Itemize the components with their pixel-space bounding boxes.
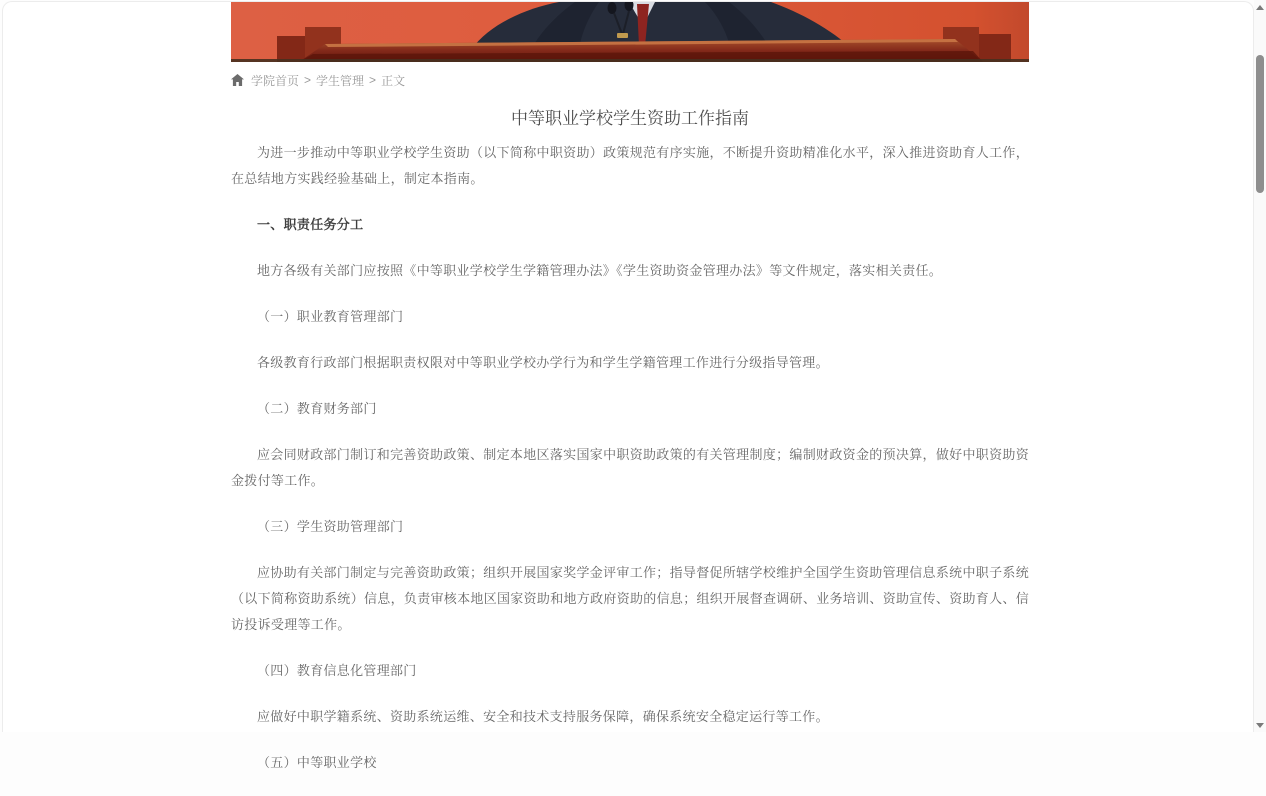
breadcrumb xyxy=(231,71,1029,89)
paragraph: 地方各级有关部门应按照《中等职业学校学生学籍管理办法》《学生资助资金管理办法》等文件规定，落实相关责任。 xyxy=(257,263,943,278)
page-frame xyxy=(2,1,1254,770)
paragraph: 应会同财政部门制订和完善资助政策、制定本地区落实国家中职资助政策的有关管理制度；编制财政资金的预决算，做好中职资助资金拨付等工作。 xyxy=(231,447,1029,488)
banner-photo xyxy=(231,2,1029,62)
speaker-at-podium-photo-icon xyxy=(231,2,1029,62)
breadcrumb-separator: > xyxy=(369,73,377,87)
sub-heading: （五）中等职业学校 xyxy=(257,755,377,770)
vertical-scrollbar[interactable] xyxy=(1254,0,1266,732)
sub-heading: （四）教育信息化管理部门 xyxy=(257,663,417,678)
breadcrumb-separator: > xyxy=(304,73,312,87)
paragraph: 各级教育行政部门根据职责权限对中等职业学校办学行为和学生学籍管理工作进行分级指导管理。 xyxy=(257,355,829,370)
article-body xyxy=(231,140,1029,776)
home-icon xyxy=(231,74,244,86)
paragraph: 为进一步推动中等职业学校学生资助（以下简称中职资助）政策规范有序实施，不断提升资助精准化水平，深入推进资助育人工作，在总结地方实践经验基础上，制定本指南。 xyxy=(231,145,1029,186)
paragraph: 应协助有关部门制定与完善资助政策；组织开展国家奖学金评审工作；指导督促所辖学校维护全国学生资助管理信息系统中职子系统（以下简称资助系统）信息，负责审核本地区国家资助和地方政府资助的信息；组织开展督查调研、业务培训、资助宣传、资助育人、信访投诉受理等工作。 xyxy=(231,565,1030,632)
scroll-up-arrow-icon[interactable] xyxy=(1254,0,1266,14)
breadcrumb-link-student-management[interactable]: 学生管理 xyxy=(316,73,365,88)
content-column xyxy=(231,2,1029,796)
page-title: 中等职业学校学生资助工作指南 xyxy=(511,109,749,128)
breadcrumb-link-home[interactable]: 学院首页 xyxy=(251,73,300,88)
paragraph: 应做好中职学籍系统、资助系统运维、安全和技术支持服务保障，确保系统安全稳定运行等工作。 xyxy=(257,709,829,724)
scroll-down-arrow-icon[interactable] xyxy=(1254,718,1266,732)
sub-heading: （二）教育财务部门 xyxy=(257,401,377,416)
sub-heading: （三）学生资助管理部门 xyxy=(257,519,404,534)
scrollbar-thumb[interactable] xyxy=(1256,55,1264,193)
sub-heading: （一）职业教育管理部门 xyxy=(257,309,404,324)
section-heading: 一、职责任务分工 xyxy=(257,217,364,232)
breadcrumb-current: 正文 xyxy=(381,73,406,88)
